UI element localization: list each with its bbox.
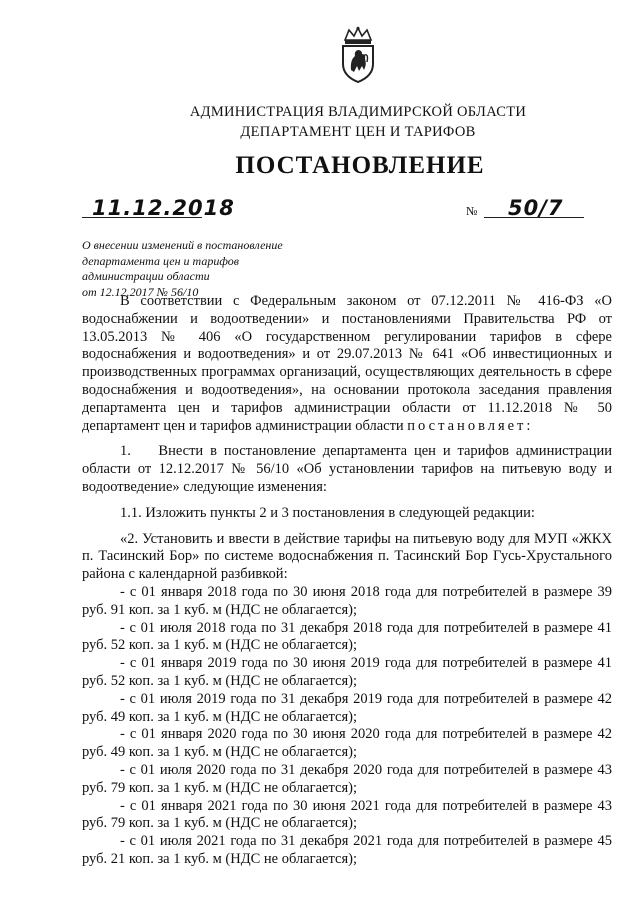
document-date: 11.12.2018 bbox=[92, 196, 235, 220]
department-name: ДЕПАРТАМЕНТ ЦЕН И ТАРИФОВ bbox=[240, 124, 476, 140]
date-underline bbox=[82, 217, 202, 218]
tariff-item: - с 01 января 2019 года по 30 июня 2019 года для потребителей в размере 41 руб. 52 коп. за 1 куб. м (НДС не облагается); bbox=[82, 655, 612, 689]
document-number-field bbox=[466, 196, 584, 220]
tariff-item: - с 01 июля 2021 года по 31 декабря 2021 года для потребителей в размере 45 руб. 21 коп. за 1 куб. м (НДС не облагается); bbox=[82, 833, 612, 867]
subject-line: от 12.12.2017 № 56/10 bbox=[82, 284, 199, 299]
document-date-field bbox=[82, 196, 235, 220]
subject-line: департамента цен и тарифов bbox=[82, 253, 239, 268]
subject-line: администрации области bbox=[82, 269, 210, 283]
document-body bbox=[82, 293, 612, 869]
organization-name: АДМИНИСТРАЦИЯ ВЛАДИМИРСКОЙ ОБЛАСТИ bbox=[189, 104, 527, 120]
tariff-list bbox=[82, 584, 612, 869]
coat-of-arms-icon bbox=[337, 26, 379, 84]
item-1: 1. Внести в постановление департамента цен и тарифов администрации области от 12.12.2017 № 56/10 «Об установлении тарифов на питьевую воду и водоотведение» следующие изменения: bbox=[82, 443, 612, 495]
tariff-item: - с 01 июля 2020 года по 31 декабря 2020 года для потребителей в размере 43 руб. 79 коп. за 1 куб. м (НДС не облагается); bbox=[82, 761, 612, 796]
item-1-1: 1.1. Изложить пункты 2 и 3 постановления в следующей редакции: bbox=[120, 504, 535, 521]
tariff-item: - с 01 января 2018 года по 30 июня 2018 года для потребителей в размере 39 руб. 91 коп. за 1 куб. м (НДС не облагается); bbox=[82, 583, 612, 618]
preamble-paragraph bbox=[82, 293, 612, 435]
tariff-item: - с 01 января 2020 года по 30 июня 2020 года для потребителей в размере 42 руб. 49 коп. за 1 куб. м (НДС не облагается); bbox=[82, 726, 612, 761]
resolves-word: постановляет: bbox=[407, 417, 534, 434]
tariff-item: - с 01 июля 2019 года по 31 декабря 2019 года для потребителей в размере 42 руб. 49 коп. за 1 куб. м (НДС не облагается); bbox=[82, 690, 612, 725]
number-underline bbox=[484, 217, 584, 218]
document-subject bbox=[82, 238, 342, 300]
number-label: № bbox=[466, 204, 478, 218]
item-2: «2. Установить и ввести в действие тарифы на питьевую воду для МУП «ЖКХ п. Тасинский Бор» по системе водоснабжения п. Тасинский Бор Гусь-Хрустального района с календарной разбивкой: bbox=[82, 530, 612, 583]
tariff-item: - с 01 января 2021 года по 30 июня 2021 года для потребителей в размере 43 руб. 79 коп. за 1 куб. м (НДС не облагается); bbox=[82, 797, 612, 832]
document-number: 50/7 bbox=[508, 196, 564, 220]
subject-line: О внесении изменений в постановление bbox=[82, 238, 283, 252]
tariff-item: - с 01 июля 2018 года по 31 декабря 2018 года для потребителей в размере 41 руб. 52 коп. за 1 куб. м (НДС не облагается); bbox=[82, 619, 612, 654]
document-title: ПОСТАНОВЛЕНИЕ bbox=[235, 152, 485, 179]
preamble-text: В соответствии с Федеральным законом от 07.12.2011 № 416-ФЗ «О водоснабжении и водоотведении» и постановлениями Правительства РФ от 13.05.2013 № 406 «О государственном регулировании тарифов в сфере водоснабжения и водоотведения» и от 29.07.2013 № 641 «Об инвестиционных и производственных программах организаций, осуществляющих деятельность в сфере водоснабжения и водоотведения», на основании протокола заседания правления департамента цен и тарифов администрации области от 11.12.2018 № 50 департамент цен и тарифов администрации области bbox=[82, 293, 612, 434]
